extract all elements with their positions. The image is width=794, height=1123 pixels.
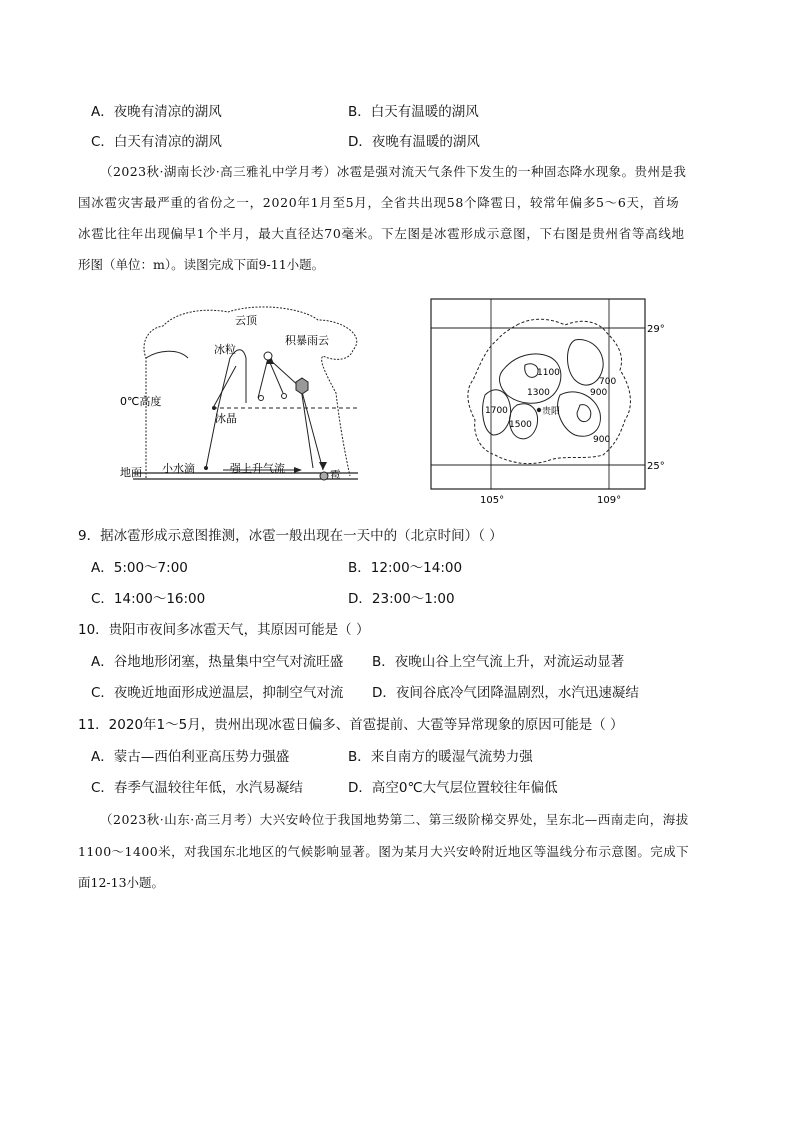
lon-105-label: 105° [480,495,505,506]
contour-1100: 1100 [537,368,560,378]
cloud-top-label: 云顶 [235,314,257,327]
q11-option-c: C．春季气温较往年低，水汽易凝结 [91,780,303,796]
q10-option-a: A．谷地地形闭塞，热量集中空气对流旺盛 [91,654,344,670]
q10-option-c: C．夜晚近地面形成逆温层，抑制空气对流 [91,685,344,701]
contour-700: 700 [599,377,617,387]
lat-29-label: 29° [647,324,665,335]
q10-option-b: B．夜晚山谷上空气流上升，对流运动显著 [372,654,625,670]
q10-option-d: D．夜间谷底冷气团降温剧烈，水汽迅速凝结 [372,685,639,701]
contour-900-east: 900 [590,388,608,398]
q9-option-c: C．14:00～16:00 [91,591,206,607]
q9-option-a: A．5:00～7:00 [91,560,188,576]
q9-option-b: B．12:00～14:00 [348,560,463,576]
storm-cloud-label: 积暴雨云 [285,334,329,347]
hail-label: 雹 [330,469,341,481]
lat-25-label: 25° [647,461,665,472]
passage2-line3: 面12-13小题。 [78,875,165,890]
passage1-line4: 形图（单位：m）。读图完成下面9-11小题。 [78,257,325,272]
contour-1500: 1500 [509,420,532,430]
passage2-line1: （2023秋·山东·高三月考）大兴安岭位于我国地势第二、第三级阶梯交界处，呈东北—西南走向，海拔 [100,812,689,827]
q9-stem: 9．据冰雹形成示意图推测，冰雹一般出现在一天中的（北京时间）（ ） [78,528,503,544]
zero-level-label: 0℃高度 [120,395,162,408]
ice-pellet-label: 冰粒 [214,343,236,356]
q11-stem: 11．2020年1～5月，贵州出现冰雹日偏多、首雹提前、大雹等异常现象的原因可能是（ ） [78,717,624,733]
contour-900-south: 900 [593,435,611,445]
guizhou-contour-map [425,295,680,510]
passage1-line1: （2023秋·湖南长沙·高三雅礼中学月考）冰雹是强对流天气条件下发生的一种固态降水现象。贵州是我 [100,164,687,179]
contour-1700: 1700 [485,406,508,416]
hail-formation-diagram [118,298,368,493]
contour-1300: 1300 [527,388,550,398]
passage1-line3: 冰雹比往年出现偏早1个半月，最大直径达70毫米。下左图是冰雹形成示意图，下右图是贵州省等高线地 [78,226,685,241]
ice-crystal-label: 冰晶 [215,412,237,425]
guiyang-label: 贵阳 [542,407,561,417]
q8-option-a: A．夜晚有清凉的湖风 [91,104,222,120]
updraft-label: 强上升气流 [230,462,285,475]
droplet-label: 小水滴 [162,462,195,475]
ground-label: 地面 [120,466,142,479]
q8-option-c: C．白天有清凉的湖风 [91,134,222,150]
q9-option-d: D．23:00～1:00 [348,591,455,607]
q11-option-a: A．蒙古—西伯利亚高压势力强盛 [91,749,290,765]
q8-option-b: B．白天有温暖的湖风 [348,104,479,120]
lon-109-label: 109° [597,495,622,506]
q11-option-b: B．来自南方的暖湿气流势力强 [348,749,533,765]
q10-stem: 10．贵阳市夜间多冰雹天气，其原因可能是（ ） [78,622,370,638]
passage2-line2: 1100～1400米，对我国东北地区的气候影响显著。图为某月大兴安岭附近地区等温线分布示意图。完成下 [78,844,690,859]
q11-option-d: D．高空0℃大气层位置较往年偏低 [348,780,558,796]
passage1-line2: 国冰雹灾害最严重的省份之一，2020年1月至5月，全省共出现58个降雹日，较常年偏多5～6天，首场 [78,195,680,210]
q8-option-d: D．夜晚有温暖的湖风 [348,134,480,150]
